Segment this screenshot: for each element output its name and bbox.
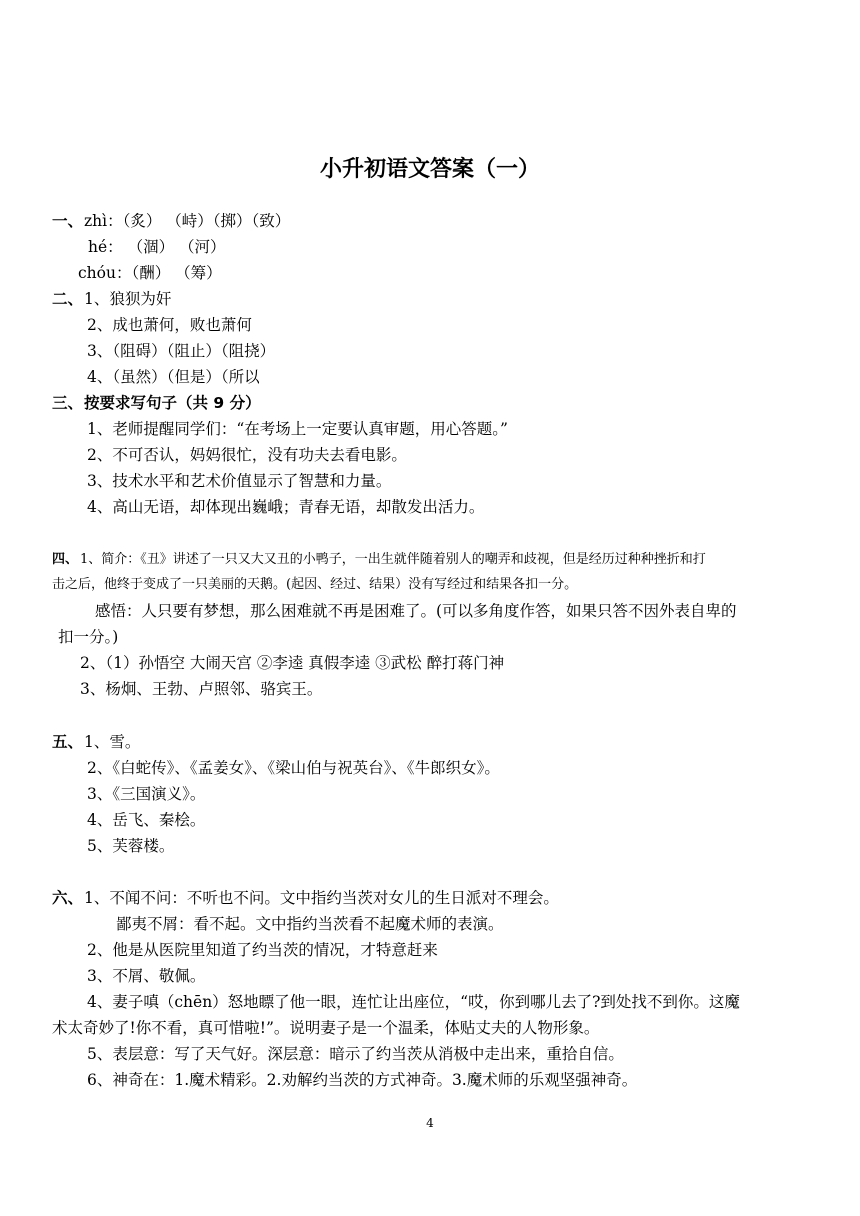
s1-line-2: hé： （涸） （河） [88, 238, 226, 256]
section-2-number: 二、 [52, 290, 84, 308]
s2-line-4: 4、（虽然）（但是）（所以 [87, 368, 260, 386]
s5-line-3: 3、《三国演义》。 [87, 785, 206, 803]
s4-line-3: 感悟：人只要有梦想，那么困难就不再是困难了。(可以多角度作答，如果只答不因外表自卑的 [95, 602, 737, 620]
s3-line-2: 2、不可否认，妈妈很忙，没有功夫去看电影。 [87, 446, 407, 464]
s2-line-2: 2、成也萧何，败也萧何 [87, 316, 252, 334]
s4-line-4: 扣一分。) [58, 628, 119, 646]
section-6-number: 六、 [52, 889, 84, 907]
s4-line-5: 2、（1）孙悟空 大闹天宫 ②李逵 真假李逵 ③武松 醉打蒋门神 [80, 654, 505, 672]
s3-line-3: 3、技术水平和艺术价值显示了智慧和力量。 [87, 472, 392, 490]
s3-line-4: 4、高山无语，却体现出巍峨；青春无语，却散发出活力。 [87, 498, 485, 516]
s6-line-2: 鄙夷不屑：看不起。文中指约当茨看不起魔术师的表演。 [116, 915, 504, 933]
section-3-number: 三、 [52, 394, 84, 412]
s6-line-7: 5、表层意：写了天气好。深层意：暗示了约当茨从消极中走出来，重拾自信。 [87, 1045, 624, 1063]
s6-line-1: 1、不闻不问：不听也不问。文中指约当茨对女儿的生日派对不理会。 [84, 889, 559, 907]
s6-line-3: 2、他是从医院里知道了约当茨的情况，才特意赶来 [87, 941, 438, 959]
s6-line-5: 4、妻子嗔（chēn）怒地瞟了他一眼，连忙让出座位，“哎，你到哪儿去了?到处找不到你。这魔 [87, 993, 740, 1011]
s1-line-1: zhì：（炙） （峙）（掷）（致） [84, 212, 291, 230]
section-4-number: 四、 [52, 552, 79, 567]
s5-line-5: 5、芙蓉楼。 [87, 837, 175, 855]
page-number: 4 [426, 1116, 434, 1130]
s6-line-8: 6、神奇在：1.魔术精彩。2.劝解约当茨的方式神奇。3.魔术师的乐观坚强神奇。 [87, 1071, 638, 1089]
s5-line-4: 4、岳飞、秦桧。 [87, 811, 206, 829]
s5-line-1: 1、雪。 [84, 733, 141, 751]
s4-line-2: 击之后，他终于变成了一只美丽的天鹅。(起因、经过、结果）没有写经过和结果各扣一分。 [52, 577, 578, 592]
s6-line-4: 3、不屑、敬佩。 [87, 967, 206, 985]
s5-line-2: 2、《白蛇传》、《孟姜女》、《梁山伯与祝英台》、《牛郎织女》。 [87, 759, 500, 777]
s1-line-3: chóu：（酬） （筹） [78, 264, 222, 282]
s4-line-1: 1、简介：《丑》讲述了一只又大又丑的小鸭子，一出生就伴随着别人的嘲弄和歧视，但是经历过种种挫折和打 [80, 552, 706, 567]
s3-line-1: 1、老师提醒同学们：“在考场上一定要认真审题，用心答题。” [87, 420, 508, 438]
s2-line-1: 1、狼狈为奸 [84, 290, 172, 308]
s4-line-6: 3、杨炯、王勃、卢照邻、骆宾王。 [80, 680, 323, 698]
section-1-number: 一、 [52, 212, 84, 230]
s6-line-6: 术太奇妙了!你不看，真可惜啦!”。说明妻子是一个温柔，体贴丈夫的人物形象。 [52, 1019, 600, 1037]
s2-line-3: 3、（阻碍）（阻止）（阻挠） [87, 342, 276, 360]
document-title: 小升初语文答案（一） [319, 157, 540, 182]
section-3-heading: 按要求写句子（共 9 分） [84, 394, 261, 412]
section-5-number: 五、 [52, 733, 84, 751]
